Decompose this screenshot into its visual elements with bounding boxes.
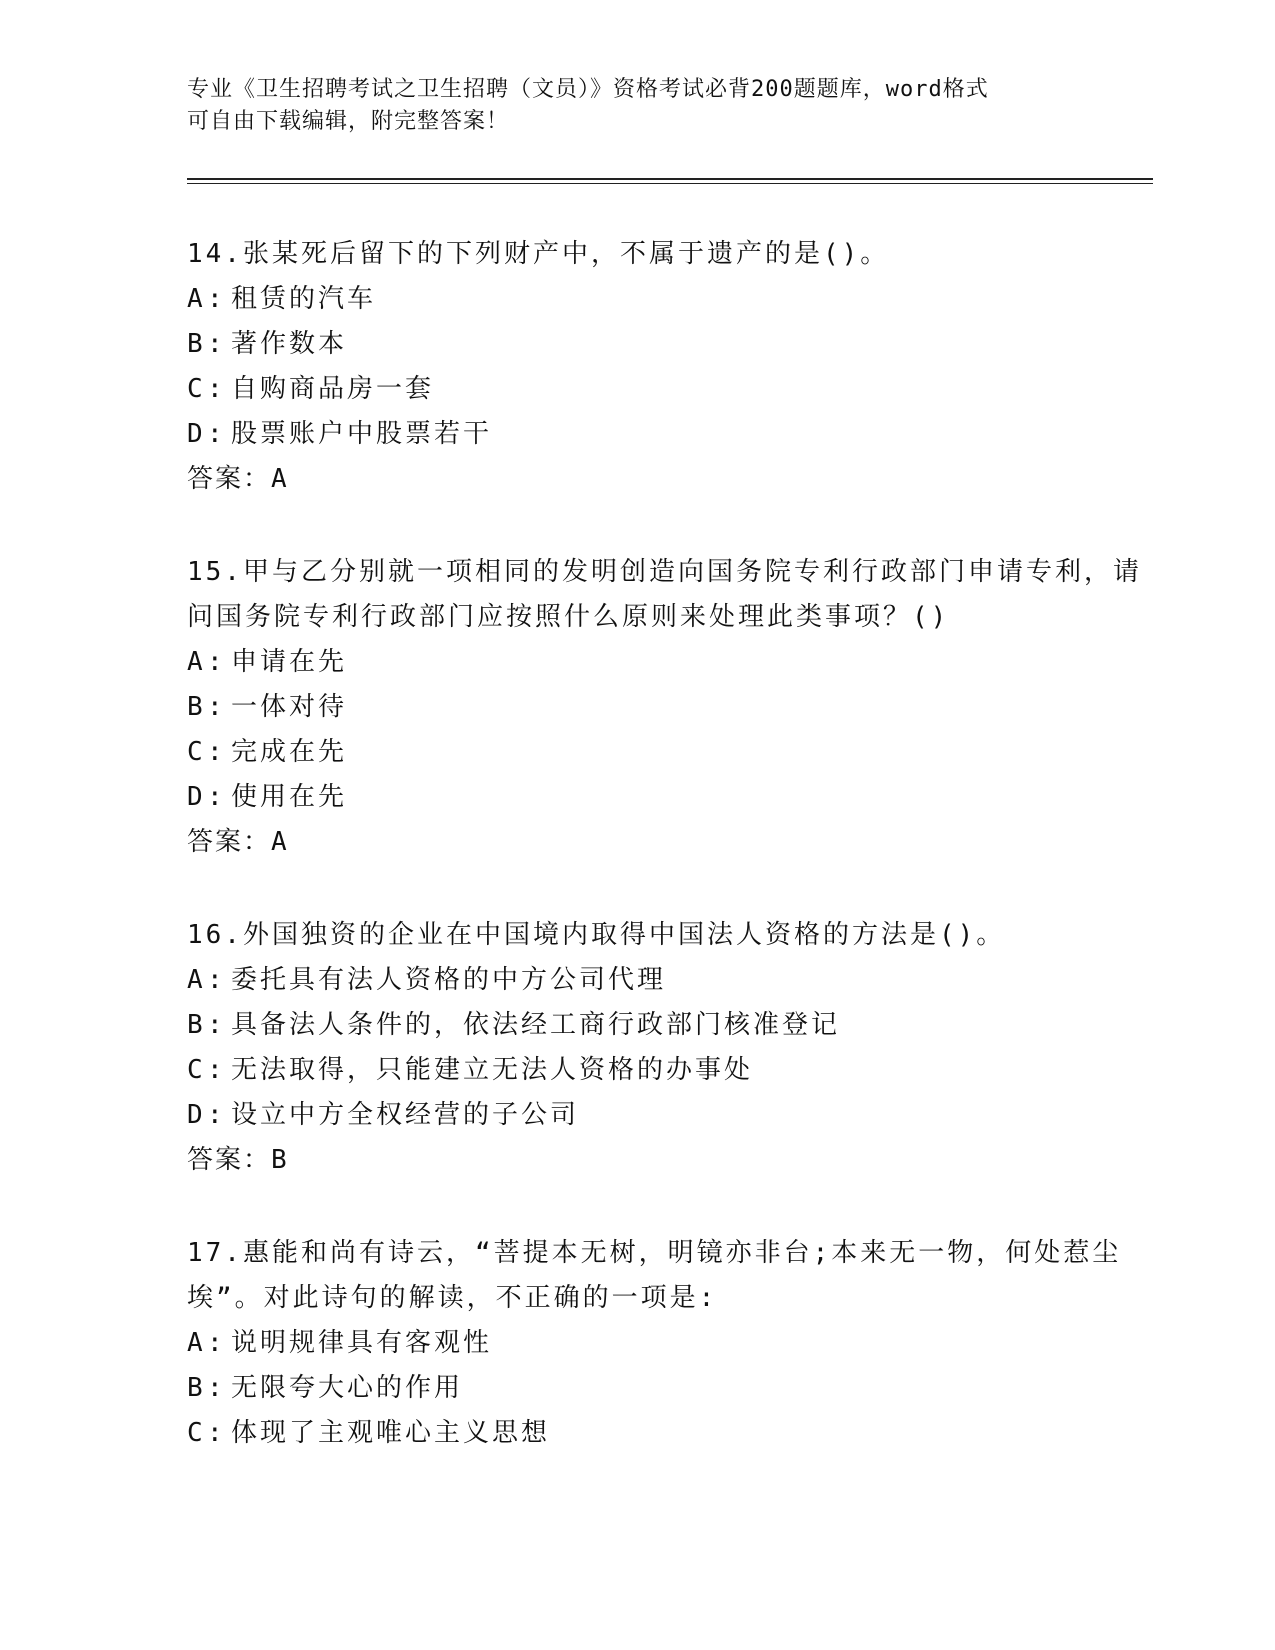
option-letter: A xyxy=(187,1328,206,1358)
answer-label: 答案： xyxy=(187,827,272,857)
answer-label: 答案： xyxy=(187,1145,272,1175)
question-stem: 15.甲与乙分别就一项相同的发明创造向国务院专利行政部门申请专利，请问国务院专利行政部门应按照什么原则来处理此类事项？() xyxy=(187,557,1142,632)
option-letter: B xyxy=(187,1373,206,1403)
option-text: 无限夸大心的作用 xyxy=(231,1373,464,1403)
option-d: D: 股票账户中股票若干 xyxy=(187,412,1147,457)
option-letter: B xyxy=(187,329,206,359)
option-a: A: 租赁的汽车 xyxy=(187,277,1147,322)
question-stem: 17.惠能和尚有诗云，“菩提本无树，明镜亦非台;本来无一物，何处惹尘埃”。对此诗句的解读，不正确的一项是: xyxy=(187,1238,1122,1313)
option-letter: B xyxy=(187,692,206,722)
question-stem: 16.外国独资的企业在中国境内取得中国法人资格的方法是()。 xyxy=(187,920,1006,950)
option-d: D: 设立中方全权经营的子公司 xyxy=(187,1093,1147,1138)
option-text: 委托具有法人资格的中方公司代理 xyxy=(231,965,667,995)
question-stem: 14.张某死后留下的下列财产中，不属于遗产的是()。 xyxy=(187,239,890,269)
option-letter: A xyxy=(187,965,206,995)
option-letter: D xyxy=(187,782,206,812)
option-letter: C xyxy=(187,1418,206,1448)
header-line-2: 可自由下载编辑，附完整答案！ xyxy=(187,109,510,134)
question-15 xyxy=(187,550,1147,865)
question-14 xyxy=(187,232,1147,502)
question-17 xyxy=(187,1231,1147,1456)
answer-line xyxy=(187,1138,1147,1183)
option-b: B: 无限夸大心的作用 xyxy=(187,1366,1147,1411)
answer-label: 答案： xyxy=(187,464,272,494)
option-text: 使用在先 xyxy=(231,782,348,812)
question-list xyxy=(187,232,1147,1504)
option-b: B: 具备法人条件的，依法经工商行政部门核准登记 xyxy=(187,1003,1147,1048)
option-letter: A xyxy=(187,284,206,314)
question-16 xyxy=(187,913,1147,1183)
header-line-1: 专业《卫生招聘考试之卫生招聘（文员）》资格考试必背200题题库，word格式 xyxy=(187,77,989,102)
option-letter: C xyxy=(187,1055,206,1085)
answer-value: A xyxy=(271,827,290,857)
option-letter: B xyxy=(187,1010,206,1040)
option-d: D: 使用在先 xyxy=(187,775,1147,820)
option-c: C: 自购商品房一套 xyxy=(187,367,1147,412)
option-text: 说明规律具有客观性 xyxy=(231,1328,493,1358)
option-text: 体现了主观唯心主义思想 xyxy=(231,1418,551,1448)
option-text: 著作数本 xyxy=(231,329,348,359)
option-letter: D xyxy=(187,419,206,449)
option-text: 股票账户中股票若干 xyxy=(231,419,493,449)
option-text: 申请在先 xyxy=(231,647,348,677)
option-b: B: 一体对待 xyxy=(187,685,1147,730)
option-text: 具备法人条件的，依法经工商行政部门核准登记 xyxy=(231,1010,841,1040)
option-a: A: 申请在先 xyxy=(187,640,1147,685)
answer-value: A xyxy=(271,464,290,494)
option-c: C: 无法取得，只能建立无法人资格的办事处 xyxy=(187,1048,1147,1093)
option-letter: C xyxy=(187,737,206,767)
option-letter: D xyxy=(187,1100,206,1130)
option-text: 一体对待 xyxy=(231,692,348,722)
option-c: C: 完成在先 xyxy=(187,730,1147,775)
option-text: 自购商品房一套 xyxy=(231,374,435,404)
option-c: C: 体现了主观唯心主义思想 xyxy=(187,1411,1147,1456)
answer-value: B xyxy=(271,1145,290,1175)
option-text: 完成在先 xyxy=(231,737,348,767)
option-text: 租赁的汽车 xyxy=(231,284,377,314)
option-text: 设立中方全权经营的子公司 xyxy=(231,1100,580,1130)
header-rule-thick xyxy=(187,178,1153,180)
answer-line xyxy=(187,820,1147,865)
option-a: A: 委托具有法人资格的中方公司代理 xyxy=(187,958,1147,1003)
option-a: A: 说明规律具有客观性 xyxy=(187,1321,1147,1366)
option-letter: A xyxy=(187,647,206,677)
option-text: 无法取得，只能建立无法人资格的办事处 xyxy=(231,1055,754,1085)
option-letter: C xyxy=(187,374,206,404)
option-b: B: 著作数本 xyxy=(187,322,1147,367)
header-rule-thin xyxy=(187,183,1153,184)
answer-line xyxy=(187,457,1147,502)
document-header xyxy=(187,74,1087,138)
